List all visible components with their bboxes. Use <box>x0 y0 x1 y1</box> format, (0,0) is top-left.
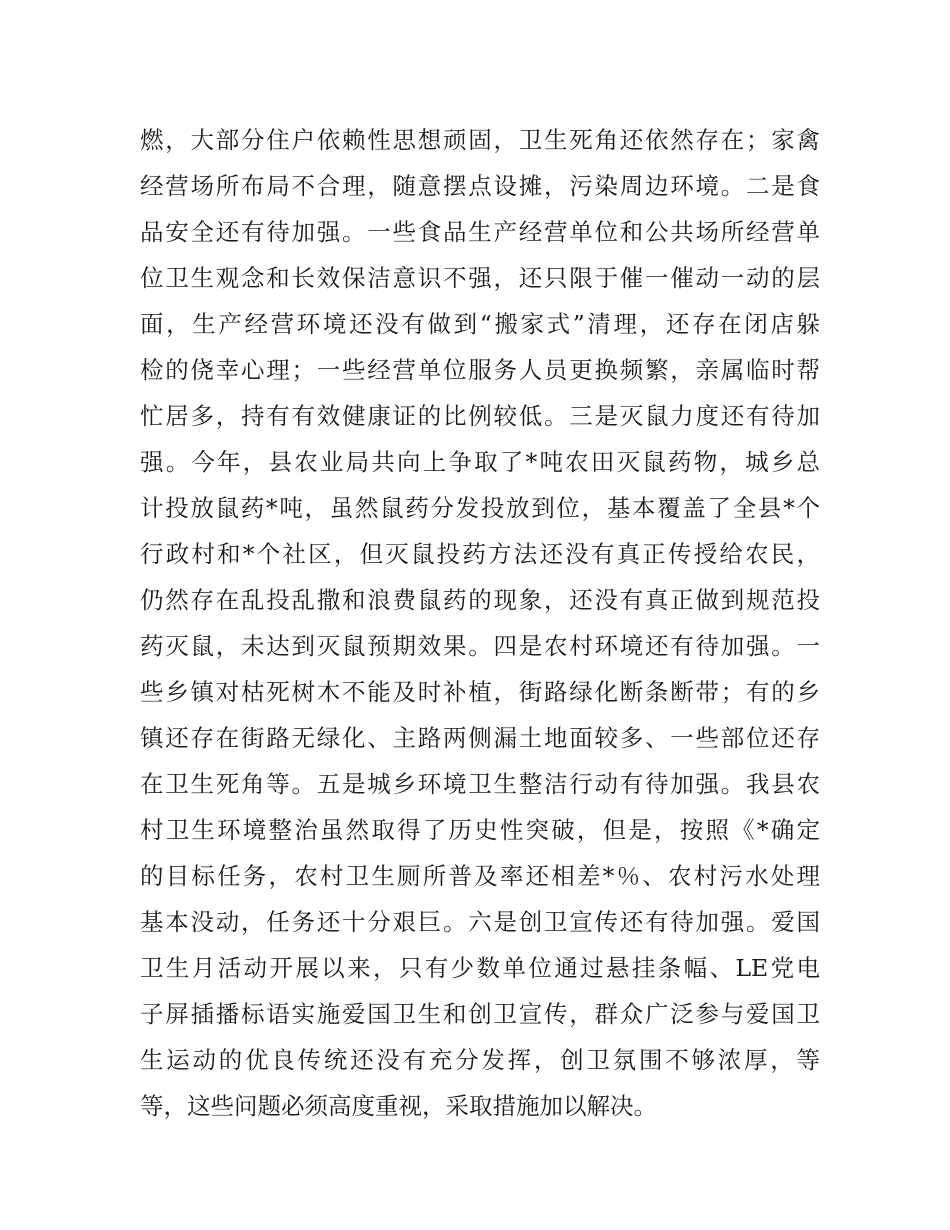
body-paragraph <box>140 117 820 1129</box>
text-line: 子屏插播标语实施爱国卫生和创卫宣传，群众广泛参与爱国卫 <box>140 1000 820 1028</box>
text-line: 村卫生环境整治虽然取得了历史性突破，但是，按照《*确定 <box>140 816 820 844</box>
text-line: 等，这些问题必须高度重视，采取措施加以解决。 <box>140 1092 657 1120</box>
text-line: 位卫生观念和长效保洁意识不强，还只限于催一催动一动的层 <box>140 264 820 292</box>
text-line: 燃，大部分住户依赖性思想顽固，卫生死角还依然存在；家禽 <box>140 126 820 154</box>
text-line: 基本没动，任务还十分艰巨。六是创卫宣传还有待加强。爱国 <box>140 908 820 936</box>
text-line: 忙居多，持有有效健康证的比例较低。三是灭鼠力度还有待加 <box>140 402 820 430</box>
text-line: 品安全还有待加强。一些食品生产经营单位和公共场所经营单 <box>140 218 820 246</box>
text-line: 面，生产经营环境还没有做到“搬家式”清理，还存在闭店躲 <box>140 310 820 338</box>
text-line: 经营场所布局不合理，随意摆点设摊，污染周边环境。二是食 <box>140 172 820 200</box>
text-line: 强。今年，县农业局共向上争取了*吨农田灭鼠药物，城乡总 <box>140 448 820 476</box>
text-line: 些乡镇对枯死树木不能及时补植，街路绿化断条断带；有的乡 <box>140 678 820 706</box>
text-line: 的目标任务，农村卫生厕所普及率还相差*％、农村污水处理 <box>140 862 820 890</box>
text-line: 仍然存在乱投乱撒和浪费鼠药的现象，还没有真正做到规范投 <box>140 586 820 614</box>
text-line: 药灭鼠，未达到灭鼠预期效果。四是农村环境还有待加强。一 <box>140 632 820 660</box>
text-line: 镇还存在街路无绿化、主路两侧漏土地面较多、一些部位还存 <box>140 724 820 752</box>
text-line: 在卫生死角等。五是城乡环境卫生整洁行动有待加强。我县农 <box>140 770 820 798</box>
text-line: 卫生月活动开展以来，只有少数单位通过悬挂条幅、LE党电 <box>140 954 820 982</box>
text-line: 行政村和*个社区，但灭鼠投药方法还没有真正传授给农民， <box>140 540 820 568</box>
text-line: 计投放鼠药*吨，虽然鼠药分发投放到位，基本覆盖了全县*个 <box>140 494 820 522</box>
text-line: 检的侥幸心理；一些经营单位服务人员更换频繁，亲属临时帮 <box>140 356 820 384</box>
text-line: 生运动的优良传统还没有充分发挥，创卫氛围不够浓厚，等 <box>140 1046 820 1074</box>
